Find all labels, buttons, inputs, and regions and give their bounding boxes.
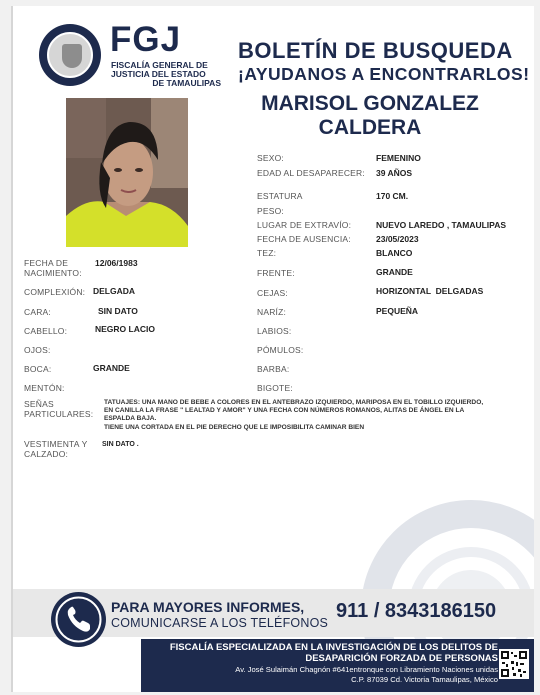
cejas-value: HORIZONTAL DELGADAS [376, 286, 484, 296]
senas-label [24, 399, 93, 419]
edad-label: EDAD AL DESAPARECER: [257, 168, 365, 178]
tez-label: TEZ: [257, 248, 277, 258]
person-name-line2: CALDERA [318, 116, 422, 139]
senas-label-line1: SEÑAS [24, 399, 54, 409]
boca-label: BOCA: [24, 364, 52, 374]
estatura-label: ESTATURA [257, 191, 303, 201]
barba-label: BARBA: [257, 364, 290, 374]
complexion-label: COMPLEXIÓN: [24, 287, 86, 297]
nacimiento-label-line1: FECHA DE [24, 258, 69, 268]
person-name-line1: MARISOL GONZALEZ [261, 92, 479, 115]
fecha-ausencia-label: FECHA DE AUSENCIA: [257, 234, 351, 244]
senas-label-line2: PARTICULARES: [24, 409, 94, 419]
cara-value: SIN DATO [98, 306, 138, 316]
peso-label: PESO: [257, 206, 284, 216]
vestimenta-label-line2: CALZADO: [24, 449, 69, 459]
cabello-value: NEGRO LACIO [95, 324, 155, 334]
lugar-label: LUGAR DE EXTRAVÍO: [257, 220, 352, 230]
person-photo [66, 98, 188, 247]
agency-name-line: DESAPARICIÓN FORZADA DE PERSONAS [305, 653, 498, 664]
more-info-label: PARA MAYORES INFORMES, [111, 599, 305, 615]
state-seal-icon [39, 24, 101, 86]
address-line: Av. José Sulaimán Chagnón #641entronque con Libramiento Naciones unidas [235, 665, 498, 674]
vestimenta-label-line1: VESTIMENTA Y [24, 439, 88, 449]
cejas-label: CEJAS: [257, 288, 288, 298]
phone-number[interactable]: 911 / 8343186150 [336, 600, 497, 622]
senas-text-line: EN CANILLA LA FRASE " LEALTAD Y AMOR" Y UNA FECHA CON NÚMEROS ROMANOS, ALITAS DE ÁNGEL EN LA [104, 407, 465, 415]
tez-value: BLANCO [376, 248, 413, 258]
complexion-value: DELGADA [93, 286, 136, 296]
search-bulletin [11, 6, 534, 692]
ojos-label: OJOS: [24, 345, 51, 355]
logo-wordmark: FGJ [110, 20, 182, 59]
senas-text [104, 399, 504, 432]
nacimiento-value: 12/06/1983 [95, 258, 138, 268]
logo-subtitle [111, 61, 221, 88]
nariz-label: NARÍZ: [257, 307, 287, 317]
person-name [235, 92, 505, 140]
fecha-ausencia-value: 23/05/2023 [376, 234, 419, 244]
page-title: BOLETÍN DE BUSQUEDA [238, 38, 513, 63]
senas-text-line: TIENE UNA CORTADA EN EL PIE DERECHO QUE LE IMPOSIBILITA CAMINAR BIEN [104, 423, 365, 431]
nacimiento-label [24, 258, 82, 278]
boca-value: GRANDE [93, 363, 130, 373]
qr-code-icon[interactable] [499, 649, 529, 679]
contact-label: COMUNICARSE A LOS TELÉFONOS [111, 616, 329, 630]
pomulos-label: PÓMULOS: [257, 345, 304, 355]
sexo-label: SEXO: [257, 153, 284, 163]
cara-label: CARA: [24, 307, 51, 317]
logo-subtitle-line: DE TAMAULIPAS [152, 78, 221, 88]
frente-value: GRANDE [376, 267, 413, 277]
nariz-value: PEQUEÑA [376, 306, 419, 316]
senas-text-line: TATUAJES: UNA MANO DE BEBE A COLORES EN EL ANTEBRAZO IZQUIERDO, MARIPOSA EN EL TOBILLO IZQUIERDO, [104, 399, 484, 406]
agency-name [143, 642, 498, 664]
lugar-value: NUEVO LAREDO , TAMAULIPAS [376, 220, 507, 230]
vestimenta-value: SIN DATO . [102, 441, 139, 448]
logo-subtitle-line: JUSTICIA DEL ESTADO [111, 69, 206, 79]
agency-address [143, 665, 498, 684]
frente-label: FRENTE: [257, 268, 295, 278]
nacimiento-label-line2: NACIMIENTO: [24, 268, 82, 278]
agency-name-line: FISCALÍA ESPECIALIZADA EN LA INVESTIGACIÓN DE LOS DELITOS DE [169, 642, 498, 653]
senas-text-line: ESPALDA BAJA. [104, 415, 157, 423]
vestimenta-label [24, 439, 88, 459]
page-subtitle: ¡AYUDANOS A ENCONTRARLOS! [238, 64, 530, 84]
cabello-label: CABELLO: [24, 326, 68, 336]
address-line: C.P. 87039 Cd. Victoria Tamaulipas, México [351, 674, 498, 684]
sexo-value: FEMENINO [376, 153, 421, 163]
menton-label: MENTÓN: [24, 383, 65, 393]
estatura-value: 170 CM. [376, 191, 409, 201]
bigote-label: BIGOTE: [257, 383, 293, 393]
logo-subtitle-line: FISCALÍA GENERAL DE [111, 60, 208, 70]
edad-value: 39 AÑOS [376, 168, 413, 178]
labios-label: LABIOS: [257, 326, 292, 336]
phone-icon [51, 592, 106, 647]
